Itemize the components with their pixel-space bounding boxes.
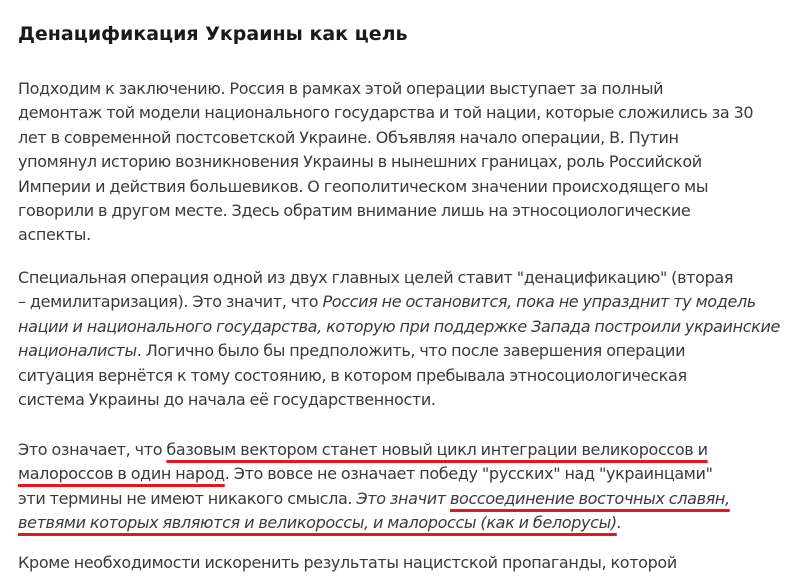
- text-line: упомянул историю возникновения Украины в нынешних границах, роль Российской: [18, 152, 702, 172]
- text-line: [18, 290, 780, 314]
- text-line: [18, 438, 730, 462]
- text-line: система Украины до начала её государственности.: [18, 390, 436, 410]
- highlighted-fragment: малороссов в один народ: [18, 464, 225, 484]
- paragraph-special-operation: [18, 266, 780, 412]
- italic-fragment: Это значит: [356, 488, 450, 508]
- text-fragment: Это означает, что: [18, 440, 167, 459]
- text-line: [18, 339, 780, 363]
- highlighted-italic-fragment: воссоединение восточных славян,: [449, 488, 730, 508]
- paragraph-intro: [18, 77, 753, 248]
- text-line: говорили в другом месте. Здесь обратим внимание лишь на этносоциологические: [18, 201, 691, 221]
- text-line: ситуация вернётся к тому состоянию, в котором пребывала этносоциологическая: [18, 365, 687, 385]
- paragraph-propaganda: [18, 551, 677, 575]
- text-fragment: – демилитаризация). Это значит, что: [18, 292, 323, 312]
- text-line: [18, 315, 780, 339]
- text-fragment: . Это вовсе не означает победу "русских" над "украинцами": [224, 464, 713, 484]
- text-line: [18, 511, 730, 535]
- text-line: Империи и действия большевиков. О геополитическом значении происходящего мы: [18, 176, 709, 196]
- text-line: Подходим к заключению. Россия в рамках этой операции выступает за полный: [18, 79, 664, 98]
- paragraph-integration: [18, 438, 730, 536]
- text-line: Кроме необходимости искоренить результаты нацистской пропаганды, которой: [18, 553, 677, 572]
- text-line: демонтаж той модели национального государства и той нации, которые сложились за 30: [18, 103, 754, 123]
- text-line: Специальная операция одной из двух главных целей ставит "денацификацию" (вторая: [18, 268, 734, 287]
- italic-fragment: нации и национального государства, которую при поддержке Запада построили украинские: [18, 316, 781, 336]
- text-fragment: . Логично было бы предположить, что после завершения операции: [136, 341, 686, 361]
- text-line: аспекты.: [18, 225, 91, 245]
- article-heading: Денацификация Украины как цель: [18, 23, 408, 45]
- highlighted-fragment: базовым вектором станет новый цикл интеграции великороссов и: [166, 440, 708, 459]
- text-line: [18, 487, 730, 511]
- italic-fragment: Россия не остановится, пока не упразднит ту модель: [322, 292, 756, 312]
- text-fragment: эти термины не имеют никакого смысла.: [18, 488, 357, 508]
- italic-fragment: .: [616, 513, 622, 533]
- text-line: лет в современной постсоветской Украине. Объявляя начало операции, В. Путин: [18, 127, 679, 147]
- text-line: [18, 462, 730, 486]
- highlighted-italic-fragment: ветвями которых являются и великороссы, и малороссы (как и белорусы): [18, 513, 617, 533]
- italic-fragment: националисты: [18, 341, 137, 361]
